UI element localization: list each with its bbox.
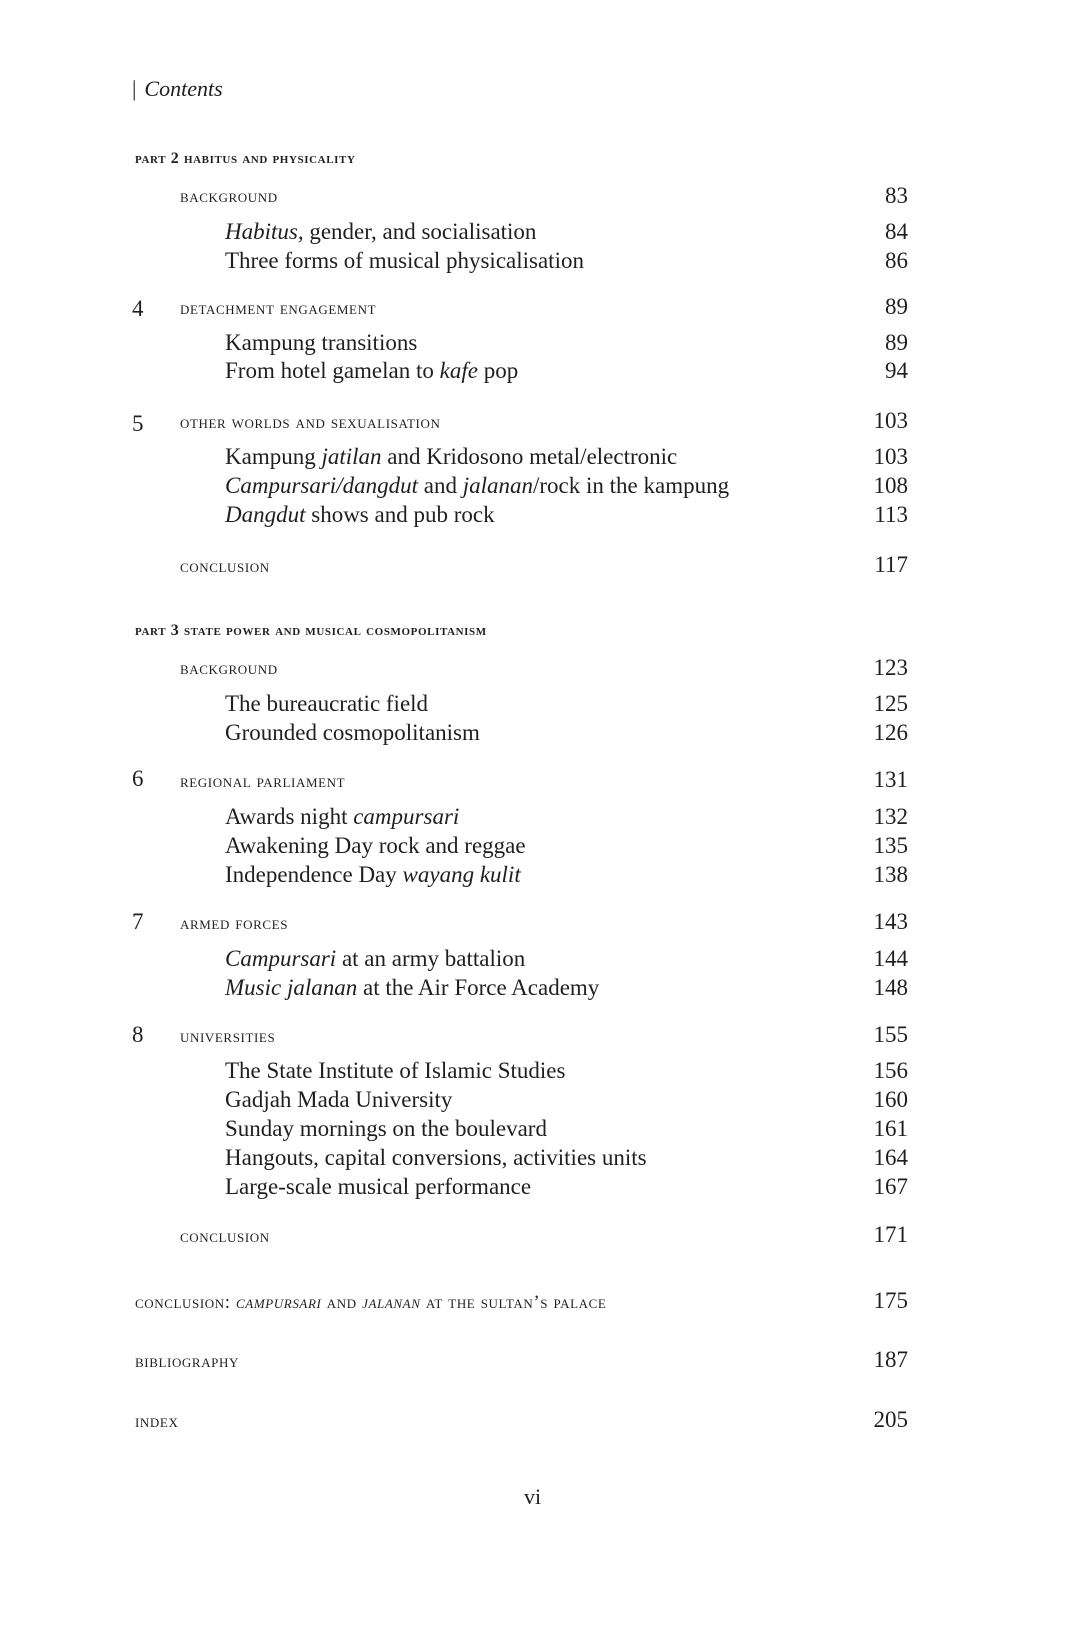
- chapter-7-title: armed forces: [180, 913, 289, 934]
- part-3-title: part 3 state power and musical cosmopolitanism: [135, 622, 487, 639]
- part-3-conclusion-page: 171: [873, 1222, 908, 1247]
- toc-subentry-page: 135: [873, 833, 908, 858]
- chapter-8-page: 155: [873, 1022, 908, 1047]
- running-head-divider: |: [132, 76, 137, 101]
- toc-subentry: Campursari at an army battalion: [225, 946, 526, 971]
- toc-subentry: Kampung jatilan and Kridosono metal/electronic: [225, 444, 678, 469]
- toc-subentry: Campursari/dangdut and jalanan/rock in the kampung: [225, 473, 730, 498]
- toc-subentry-page: 84: [885, 219, 908, 244]
- toc-subentry: The bureaucratic field: [225, 691, 429, 716]
- bibliography-title: bibliography: [135, 1351, 239, 1372]
- chapter-8-title: universities: [180, 1026, 276, 1047]
- toc-subentry-page: 132: [873, 804, 908, 829]
- part-2-background-label: background: [180, 186, 278, 207]
- toc-subentry-page: 167: [873, 1174, 908, 1199]
- part-2-conclusion-page: 117: [874, 552, 908, 577]
- toc-subentry-page: 125: [873, 691, 908, 716]
- toc-subentry-page: 164: [873, 1145, 908, 1170]
- toc-subentry: Hangouts, capital conversions, activities units: [225, 1145, 647, 1170]
- chapter-4-title: detachment engagement: [180, 298, 377, 319]
- part-3-background-label: background: [180, 658, 278, 679]
- toc-subentry: Sunday mornings on the boulevard: [225, 1116, 547, 1141]
- toc-subentry: From hotel gamelan to kafe pop: [225, 358, 519, 383]
- toc-subentry-page: 160: [873, 1087, 908, 1112]
- toc-subentry: Music jalanan at the Air Force Academy: [225, 975, 600, 1000]
- part-2-conclusion-label: conclusion: [180, 556, 270, 577]
- running-head-title: Contents: [144, 76, 223, 101]
- toc-subentry-page: 148: [873, 975, 908, 1000]
- part-2-background-page: 83: [885, 183, 908, 208]
- chapter-4-page: 89: [885, 294, 908, 319]
- index-title: index: [135, 1411, 179, 1432]
- index-page: 205: [873, 1407, 908, 1432]
- toc-subentry-page: 156: [873, 1058, 908, 1083]
- toc-subentry: Awakening Day rock and reggae: [225, 833, 526, 858]
- toc-subentry: Awards night campursari: [225, 804, 460, 829]
- chapter-6-page: 131: [873, 767, 908, 792]
- bibliography-page: 187: [873, 1347, 908, 1372]
- toc-subentry: Gadjah Mada University: [225, 1087, 453, 1112]
- toc-subentry-page: 113: [874, 502, 908, 527]
- toc-subentry: Dangdut shows and pub rock: [225, 502, 495, 527]
- end-conclusion-page: 175: [873, 1288, 908, 1313]
- toc-subentry: Habitus, gender, and socialisation: [225, 219, 537, 244]
- toc-subentry-page: 126: [873, 720, 908, 745]
- part-3-background-page: 123: [873, 655, 908, 680]
- chapter-6-title: regional parliament: [180, 771, 346, 792]
- folio: vi: [523, 1484, 542, 1509]
- toc-subentry: The State Institute of Islamic Studies: [225, 1058, 566, 1083]
- toc-subentry: Grounded cosmopolitanism: [225, 720, 480, 745]
- part-2-title: part 2 habitus and physicality: [135, 150, 356, 167]
- toc-subentry-page: 89: [885, 330, 908, 355]
- toc-subentry-page: 144: [873, 946, 908, 971]
- running-head: [132, 76, 223, 102]
- toc-subentry: Kampung transitions: [225, 330, 418, 355]
- part-3-conclusion-label: conclusion: [180, 1226, 270, 1247]
- chapter-4-number: 4: [132, 296, 144, 321]
- chapter-7-number: 7: [132, 909, 144, 934]
- end-conclusion-title: conclusion: campursari and jalanan at the sultan’s palace: [135, 1292, 607, 1313]
- toc-subentry: Large-scale musical performance: [225, 1174, 532, 1199]
- chapter-7-page: 143: [873, 909, 908, 934]
- chapter-5-page: 103: [873, 408, 908, 433]
- toc-subentry-page: 94: [885, 358, 908, 383]
- toc-subentry-page: 108: [873, 473, 908, 498]
- toc-subentry-page: 103: [873, 444, 908, 469]
- chapter-6-number: 6: [132, 766, 144, 791]
- chapter-5-title: other worlds and sexualisation: [180, 412, 441, 433]
- toc-subentry-page: 161: [873, 1116, 908, 1141]
- toc-subentry-page: 86: [885, 248, 908, 273]
- chapter-8-number: 8: [132, 1022, 144, 1047]
- toc-subentry: Three forms of musical physicalisation: [225, 248, 584, 273]
- chapter-5-number: 5: [132, 411, 144, 436]
- toc-subentry-page: 138: [873, 862, 908, 887]
- toc-subentry: Independence Day wayang kulit: [225, 862, 521, 887]
